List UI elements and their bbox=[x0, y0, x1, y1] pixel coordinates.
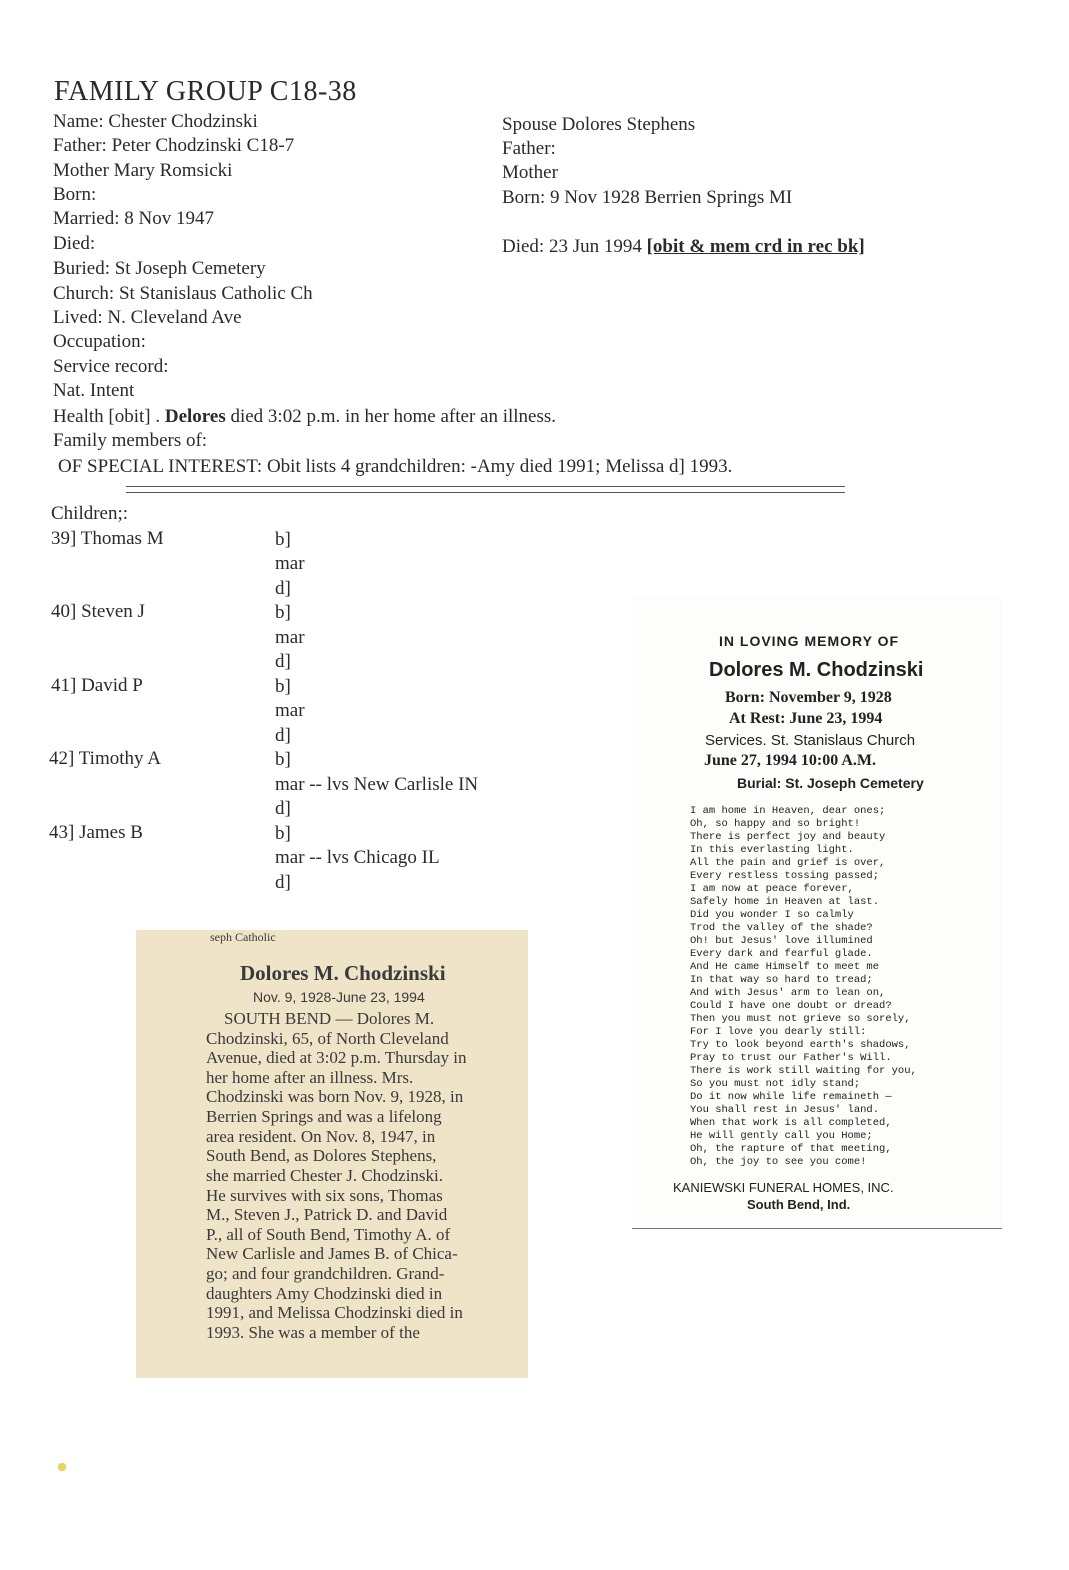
field-service-record: Service record: bbox=[53, 356, 169, 377]
card-service-date: June 27, 1994 10:00 A.M. bbox=[704, 752, 876, 769]
clipping-line: He survives with six sons, Thomas bbox=[206, 1186, 443, 1205]
child-died: d] bbox=[275, 651, 291, 672]
clipping-line: SOUTH BEND — Dolores M. bbox=[224, 1009, 435, 1028]
child-married: mar -- lvs Chicago IL bbox=[275, 847, 440, 868]
children-label: Children;: bbox=[51, 503, 129, 524]
child-name: 41] David P bbox=[51, 675, 143, 696]
card-born: Born: November 9, 1928 bbox=[725, 689, 892, 706]
field-church: Church: St Stanislaus Catholic Ch bbox=[53, 283, 313, 304]
poem-line: Every restless tossing passed; bbox=[690, 870, 880, 882]
poem-line: Did you wonder I so calmly bbox=[690, 909, 854, 921]
spouse-born: Born: 9 Nov 1928 Berrien Springs MI bbox=[502, 187, 793, 208]
field-father: Father: Peter Chodzinski C18-7 bbox=[53, 135, 295, 156]
poem-line: Then you must not grieve so sorely, bbox=[690, 1013, 911, 1025]
card-funeral-home: KANIEWSKI FUNERAL HOMES, INC. bbox=[673, 1180, 894, 1195]
card-heading: IN LOVING MEMORY OF bbox=[719, 633, 900, 649]
clipping-line: 1993. She was a member of the bbox=[206, 1323, 420, 1342]
poem-line: When that work is all completed, bbox=[690, 1117, 892, 1129]
clipping-line: M., Steven J., Patrick D. and David bbox=[206, 1205, 448, 1224]
child-married: mar bbox=[275, 627, 305, 648]
poem-line: For I love you dearly still: bbox=[690, 1026, 867, 1038]
poem-line: I am now at peace forever, bbox=[690, 883, 854, 895]
clipping-dates: Nov. 9, 1928-June 23, 1994 bbox=[253, 989, 425, 1005]
poem-line: All the pain and grief is over, bbox=[690, 857, 886, 869]
newspaper-clipping bbox=[136, 930, 528, 1378]
poem-line: Oh, the joy to see you come! bbox=[690, 1156, 867, 1168]
clipping-line: daughters Amy Chodzinski died in bbox=[206, 1284, 443, 1303]
child-married: mar -- lvs New Carlisle IN bbox=[275, 774, 479, 795]
poem-line: I am home in Heaven, dear ones; bbox=[690, 805, 886, 817]
poem-line: Pray to trust our Father's Will. bbox=[690, 1052, 892, 1064]
paper-speck bbox=[58, 1463, 66, 1471]
spouse-died-date: Died: 23 Jun 1994 bbox=[502, 236, 647, 257]
spouse-mother: Mother bbox=[502, 162, 558, 183]
poem-line: Trod the valley of the shade? bbox=[690, 922, 873, 934]
poem-line: Every dark and fearful glade. bbox=[690, 948, 873, 960]
spouse-father: Father: bbox=[502, 138, 556, 159]
clipping-line: area resident. On Nov. 8, 1947, in bbox=[206, 1127, 436, 1146]
field-lived: Lived: N. Cleveland Ave bbox=[53, 307, 242, 328]
clipping-line: Berrien Springs and was a lifelong bbox=[206, 1107, 442, 1126]
spouse-died-note: [obit & mem crd in rec bk] bbox=[646, 236, 865, 257]
health-name: Delores bbox=[164, 406, 226, 427]
child-name: 42] Timothy A bbox=[49, 748, 161, 769]
card-rest: At Rest: June 23, 1994 bbox=[729, 710, 883, 727]
poem-line: You shall rest in Jesus' land. bbox=[690, 1104, 880, 1116]
child-born: b] bbox=[275, 749, 291, 770]
health-rest: died 3:02 p.m. in her home after an illness. bbox=[225, 406, 557, 427]
child-born: b] bbox=[275, 602, 291, 623]
clipping-line: her home after an illness. Mrs. bbox=[206, 1068, 414, 1087]
health-prefix: Health [obit] . bbox=[53, 406, 165, 427]
child-died: d] bbox=[275, 872, 291, 893]
poem-line: Oh, the rapture of that meeting, bbox=[690, 1143, 892, 1155]
card-name: Dolores M. Chodzinski bbox=[709, 659, 924, 681]
poem-line: There is work still waiting for you, bbox=[690, 1065, 917, 1077]
clipping-line: Chodzinski was born Nov. 9, 1928, in bbox=[206, 1087, 464, 1106]
child-name: 40] Steven J bbox=[51, 601, 145, 622]
page-title: FAMILY GROUP C18-38 bbox=[54, 76, 357, 107]
child-died: d] bbox=[275, 798, 291, 819]
clipping-line: Avenue, died at 3:02 p.m. Thursday in bbox=[206, 1048, 467, 1067]
child-married: mar bbox=[275, 553, 305, 574]
poem-line: There is perfect joy and beauty bbox=[690, 831, 886, 843]
poem-line: Oh, so happy and so bright! bbox=[690, 818, 861, 830]
clipping-line: South Bend, as Dolores Stephens, bbox=[206, 1146, 437, 1165]
poem-line: In that way so hard to tread; bbox=[690, 974, 873, 986]
poem-line: Try to look beyond earth's shadows, bbox=[690, 1039, 911, 1051]
card-burial: Burial: St. Joseph Cemetery bbox=[737, 775, 924, 791]
field-occupation: Occupation: bbox=[53, 331, 146, 352]
child-name: 39] Thomas M bbox=[51, 528, 164, 549]
clipping-line: go; and four grandchildren. Grand- bbox=[206, 1264, 445, 1283]
double-divider bbox=[126, 486, 845, 493]
clipping-top-fragment: seph Catholic bbox=[210, 930, 276, 944]
child-married: mar bbox=[275, 700, 305, 721]
poem-line: He will gently call you Home; bbox=[690, 1130, 873, 1142]
clipping-line: she married Chester J. Chodzinski. bbox=[206, 1166, 444, 1185]
field-buried: Buried: St Joseph Cemetery bbox=[53, 258, 266, 279]
clipping-line: New Carlisle and James B. of Chica- bbox=[206, 1244, 458, 1263]
card-services: Services. St. Stanislaus Church bbox=[705, 732, 916, 749]
poem-line: Could I have one doubt or dread? bbox=[690, 1000, 892, 1012]
spouse-died bbox=[502, 236, 865, 258]
spouse-name: Spouse Dolores Stephens bbox=[502, 114, 696, 135]
clipping-name: Dolores M. Chodzinski bbox=[240, 961, 446, 985]
child-name: 43] James B bbox=[49, 822, 143, 843]
field-died: Died: bbox=[53, 233, 96, 254]
clipping-line: 1991, and Melissa Chodzinski died in bbox=[206, 1303, 463, 1322]
poem-line: And with Jesus' arm to lean on, bbox=[690, 987, 886, 999]
poem-line: Oh! but Jesus' love illumined bbox=[690, 935, 873, 947]
field-health bbox=[53, 406, 556, 428]
child-died: d] bbox=[275, 725, 291, 746]
child-born: b] bbox=[275, 823, 291, 844]
field-mother: Mother Mary Romsicki bbox=[53, 160, 233, 181]
field-born: Born: bbox=[53, 184, 97, 205]
poem-line: Do it now while life remaineth — bbox=[690, 1091, 892, 1103]
poem-line: So you must not idly stand; bbox=[690, 1078, 861, 1090]
child-born: b] bbox=[275, 676, 291, 697]
poem-line: In this everlasting light. bbox=[690, 844, 854, 856]
child-born: b] bbox=[275, 529, 291, 550]
child-died: d] bbox=[275, 578, 291, 599]
field-married: Married: 8 Nov 1947 bbox=[53, 208, 214, 229]
clipping-line: P., all of South Bend, Timothy A. of bbox=[206, 1225, 451, 1244]
field-nat-intent: Nat. Intent bbox=[53, 380, 135, 401]
poem-line: Safely home in Heaven at last. bbox=[690, 896, 880, 908]
card-city: South Bend, Ind. bbox=[747, 1197, 851, 1212]
field-family-members: Family members of: bbox=[53, 430, 208, 451]
memorial-card bbox=[632, 594, 1002, 1229]
poem-line: And He came Himself to meet me bbox=[690, 961, 880, 973]
clipping-line: Chodzinski, 65, of North Cleveland bbox=[206, 1029, 449, 1048]
special-interest: OF SPECIAL INTEREST: Obit lists 4 grandchildren: -Amy died 1991; Melissa d] 1993. bbox=[58, 456, 733, 477]
field-name: Name: Chester Chodzinski bbox=[53, 111, 258, 132]
